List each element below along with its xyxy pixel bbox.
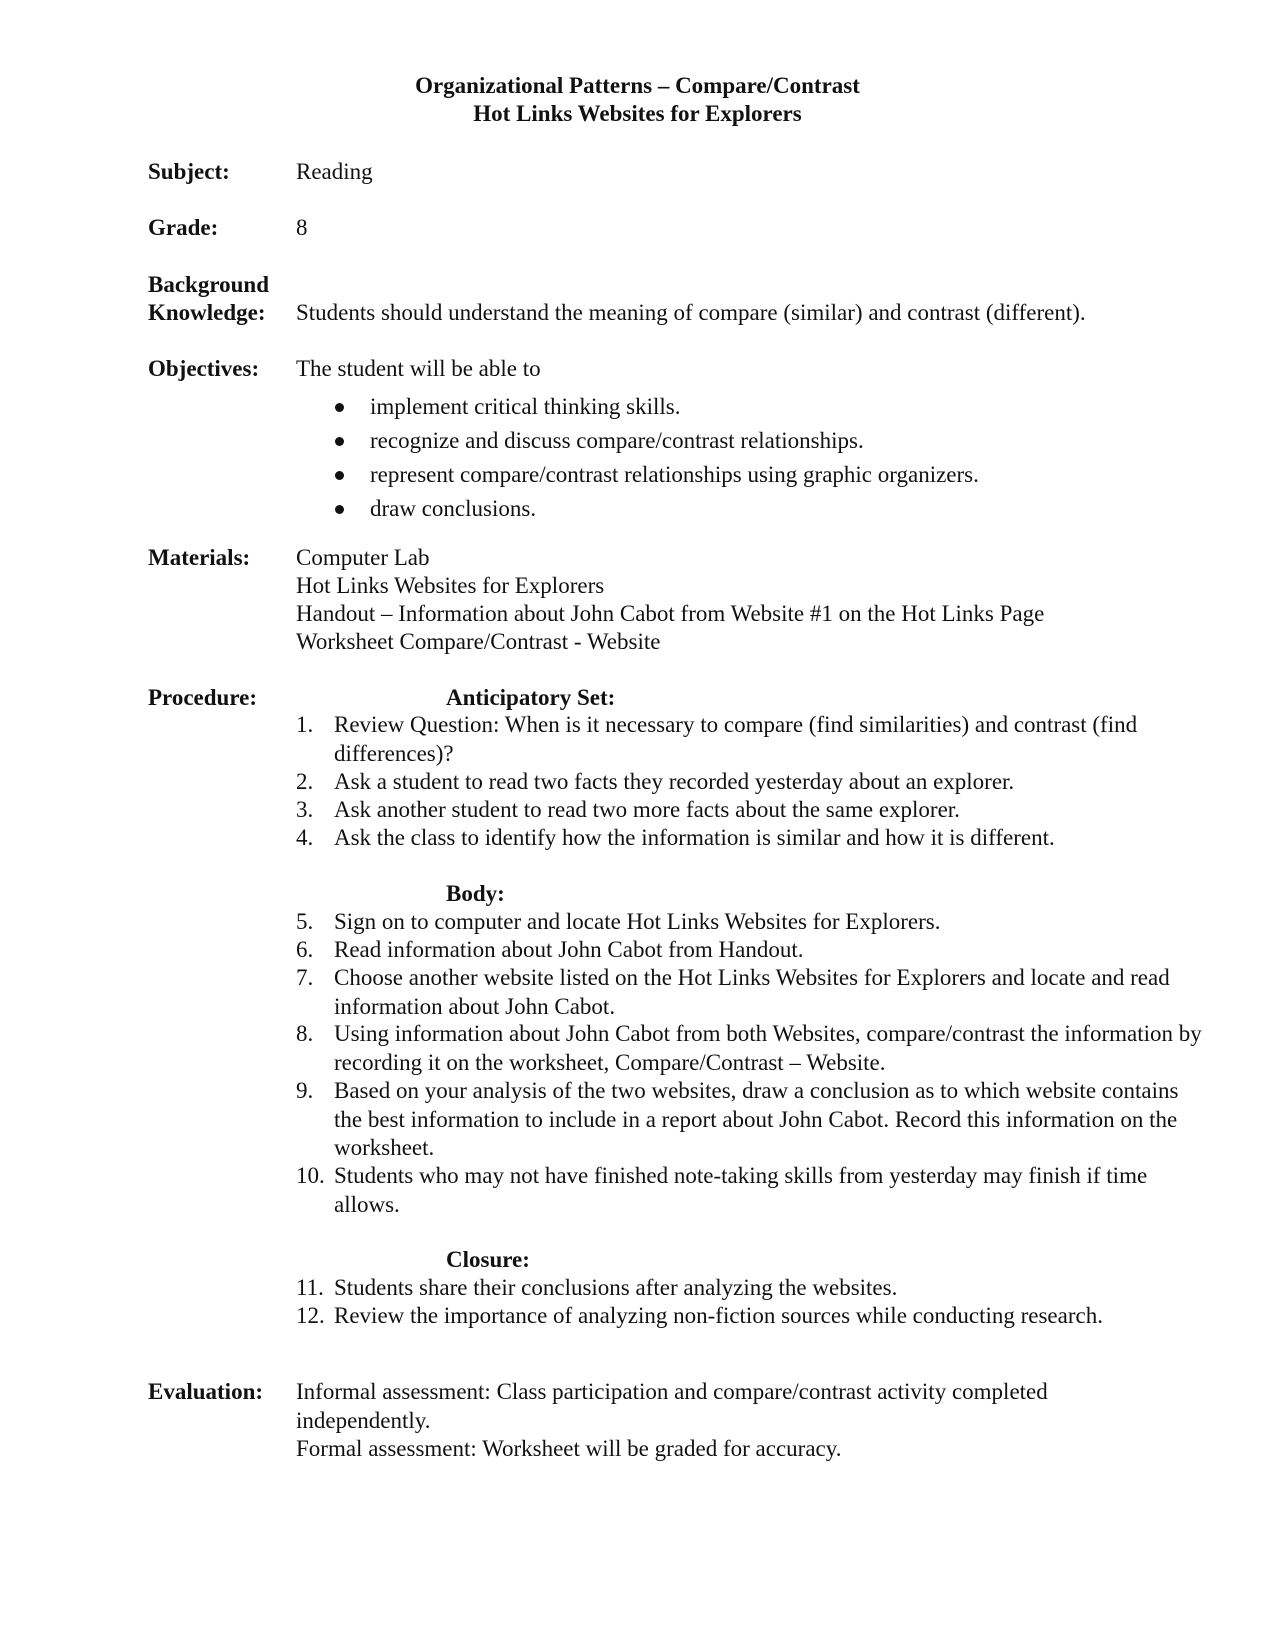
objective-item: represent compare/contrast relationships using graphic organizers.	[296, 458, 979, 492]
evaluation-label: Evaluation:	[148, 1379, 264, 1404]
background-label-line-2: Knowledge:	[148, 300, 266, 325]
evaluation-text	[296, 1378, 1176, 1464]
evaluation-informal: Informal assessment: Class participation and compare/contrast activity completed independently.	[296, 1379, 1048, 1433]
body-heading: Body:	[446, 881, 505, 906]
materials-item: Handout – Information about John Cabot from Website #1 on the Hot Links Page	[296, 601, 1045, 626]
grade-label: Grade:	[148, 215, 219, 240]
closure-heading: Closure:	[446, 1247, 530, 1272]
objective-item: recognize and discuss compare/contrast relationships.	[296, 424, 979, 458]
subject-label: Subject:	[148, 159, 230, 184]
materials-item: Hot Links Websites for Explorers	[296, 573, 605, 598]
background-value: Students should understand the meaning of compare (similar) and contrast (different).	[296, 300, 1086, 325]
objective-item: draw conclusions.	[296, 492, 979, 526]
objectives-intro: The student will be able to	[296, 356, 541, 381]
anticipatory-set-heading: Anticipatory Set:	[446, 685, 616, 710]
title-line-1: Organizational Patterns – Compare/Contrast	[415, 73, 860, 98]
grade-value: 8	[296, 215, 308, 240]
objectives-label: Objectives:	[148, 356, 260, 381]
document-title	[0, 72, 1275, 128]
procedure-label: Procedure:	[148, 685, 258, 710]
bullet-icon	[335, 403, 344, 412]
title-line-2: Hot Links Websites for Explorers	[473, 101, 802, 126]
subject-value: Reading	[296, 159, 373, 184]
document-page: Organizational Patterns – Compare/Contrast Hot Links Websites for Explorers Subject: Reading Grade: 8 Background Knowledge: Students should understand the meaning of compare (similar) and contrast (different). Objectives: The student will be able to implement critical thinking skills. recognize and discuss compare/contrast relationships. represent compare/contrast relationships using graphic organizers. draw conclusions. Materials: Computer Lab Hot Links Websites for Explorers Handout – Information about John Cabot from Website #1 on the Hot Links Page Worksheet Compare/Contrast - Website Procedure: Anticipatory Set: 1. Review Question: When is it necessary to compare (find similarities) and contrast (find differences)? 2. Ask a student to read two facts they recorded yesterday about an explorer. 3. Ask another student to read two more facts about the same explorer. 4. Ask the class to identify how the information is similar and how it is different. Body: 5. Sign on to computer and locate Hot Links Websites for Explorers. 6. Read information about John Cabot from Handout. 7. Choose another website listed on the Hot Links Websites for Explorers and locate and read information about John Cabot. 8. Using information about John Cabot from both Websites, compare/contrast the information by recording it on the worksheet, Compare/Contrast – Website. 9. Based on your analysis of the two websites, draw a conclusion as to which website contains the best information to include in a report about John Cabot. Record this information on the worksheet. 10. Students who may not have finished note-taking skills from yesterday may finish if time allows. Closure: 11. Students share their conclusions after analyzing the websites. 12. Review the importance of analyzing non-fiction sources while conducting research. Evaluation: Informal assessment: Class participation and compare/contrast activity completed independently. Formal assessment: Worksheet will be graded for accuracy.	[0, 0, 1275, 1650]
materials-label: Materials:	[148, 545, 251, 570]
objectives-list	[296, 390, 979, 526]
evaluation-formal: Formal assessment: Worksheet will be graded for accuracy.	[296, 1436, 842, 1461]
objective-item: implement critical thinking skills.	[296, 390, 979, 424]
bullet-icon	[335, 437, 344, 446]
bullet-icon	[335, 505, 344, 514]
materials-item: Computer Lab	[296, 545, 430, 570]
bullet-icon	[335, 471, 344, 480]
background-label-line-1: Background	[148, 272, 270, 297]
materials-item: Worksheet Compare/Contrast - Website	[296, 629, 661, 654]
